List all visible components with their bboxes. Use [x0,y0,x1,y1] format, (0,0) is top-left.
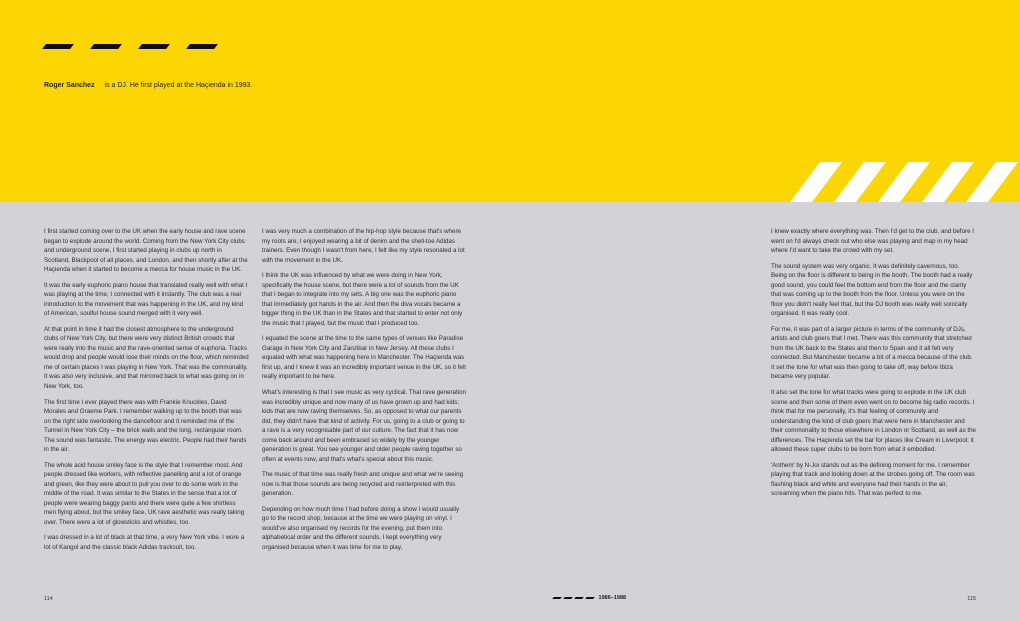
paragraph: It was the early euphoric piano house that translated really well with what I was playing at the time; I connected with it instantly. The club was a real introduction to the movement that was happening in the UK, and my kind of American, soulful house sound merged with it very well. [44,281,248,318]
hazard-stripe [834,162,886,202]
hazard-stripe [922,162,974,202]
dash-mark [42,44,74,49]
paragraph: I was very much a combination of the hip-hop style because that's where my roots are, I enjoyed wearing a bit of denim and the shell-toe Adidas trainers. Even though I wasn't from here, I felt like my style resonated a lot with the movement in the UK. [262,228,465,264]
paragraph: The music of that time was really fresh and unique and what we're seeing now is that those sounds are being recycled and reinterpreted with this generation. [262,471,464,498]
paragraph: Depending on how much time I had before doing a show I would usually go to the record shop, because at the time we were playing on vinyl. I would've also organised my records for the evening, put them into alphabetical order and the different sounds. I kept everything very organised because when it was time for me to play, [262,505,460,551]
text-column-2 [262,227,467,559]
dash-mark [138,44,170,49]
paragraph: The first time I ever played there was with Frankie Knuckles, David Morales and Graeme Park. I remember walking up to the booth that was on the right side overlooking the dancefloor and it reminded me of the Tunnel in New York City – the brick walls and the long, rectangular room. The sound was fantastic. The energy was electric. People had their hands in the air. [44,398,247,454]
paragraph: I think the UK was influenced by what we were doing in New York, specifically the house scene, but there were a lot of sounds from the UK that I began to integrate into my sets. A big one was the euphoric piano that immediately got hands in the air. And then the diva vocals became a bigger thing in the UK than in the States and that started to enter not only the music that I played, but the music that I produced too. [262,272,463,327]
contributor-byline [44,82,252,89]
hazard-stripe [878,162,930,202]
paragraph: For me, it was part of a larger picture in terms of the community of DJs, artists and club goers that I met. There was this community that stretched from the UK back to the States and then to Spain and it all felt very connected. But Manchester became a bit of a mecca because of the club. It set the tone for what was then going to take off, way before Ibiza became very popular. [771,325,973,381]
hazard-stripe [790,162,842,202]
text-column-1 [44,227,249,559]
paragraph: I first started coming over to the UK when the early house and rave scene began to explode around the world. Coming from the New York City clubs and underground scene, I first started playing in clubs up north in Scotland, Blackpool of all places, and London, and then shortly after at the Haçienda when it started to become a mecca for house music in the UK. [44,228,248,273]
page-number-right: 115 [967,596,976,602]
paragraph: What's interesting is that I see music as very cyclical. That rave generation was incredibly unique and now many of us have grown up and had kids; kids that are now raving themselves. So, as opposed to what our parents did, they didn't have that kind of activity. For us, going to a club or going to a rave is a very recognisable part of our culture. The fact that it has now come back around and been embraced so widely by the younger generation is great. You see younger and older people raving together so often at events now, and that's what's special about this music. [262,389,466,463]
paragraph: The whole acid house smiley face is the style that I remember most. And people dressed like workers, with reflective panelling and a lot of orange and green, like they were about to pull you over to do some work in the middle of the road. It was similar to the States in the sense that a lot of people were wearing baggy pants and there were quite a few shirtless men flying about, but the smiley face, UK rave aesthetic was really taking over. There were a lot of glowsticks and whistles, too. [44,461,245,526]
section-marker [553,595,626,601]
section-label: 1986–1988 [598,595,627,601]
contributor-name: Roger Sanchez [44,82,95,89]
mini-dash-icon [552,597,562,599]
mini-dash-icon [574,597,584,599]
paragraph: The sound system was very organic. It was definitely cavernous, too. Being on the floor is different to being in the booth. The booth had a really good sound, you could feel the bottom end from the floor and the clarity that was coming up to the booth from the floor. Unless you were on the floor you didn't really feel that, but the DJ booth was really well sonically organised. It was really cool. [771,262,973,318]
dash-mark [186,44,218,49]
contributor-description: is a DJ. He first played at the Haçienda in 1993. [104,82,253,89]
hazard-stripes [790,162,1020,202]
yellow-header-band [0,0,1020,202]
paragraph: I was dressed in a lot of black at that time, a very New York vibe. I wore a lot of Kangol and the classic black Adidas tracksuit, too. [44,534,245,551]
mini-dash-icon [585,597,595,599]
paragraph: I equated the scene at the time to the same types of venues like Paradise Garage in New York City and Zanzibar in New Jersey. All these clubs I equated with what was happening here in Manchester. The Haçienda was first up, and I knew it was an incredibly important venue in the UK, so it felt really important to be here. [262,335,466,381]
paragraph: I knew exactly where everything was. Then I'd get to the club, and before I went on I'd always check out who else was playing and map in my head where I'd want to take the crowd with my set. [771,228,974,254]
hazard-stripe [966,162,1018,202]
paragraph: 'Anthem' by N-Joi stands out as the defining moment for me. I remember playing that track and looking down at the strobes going off. The room was flashing black and white and everyone had their hands in the air, screaming when the piano hits. That was perfect to me. [771,461,975,498]
page-number-left: 114 [44,596,53,602]
paragraph: At that point in time it had the closest atmosphere to the underground clubs of New York City, but there were very distinct British crowds that were really into the music and the rave-oriented sense of euphoria. Tracks would drop and people would lose their minds on the floor, which reminded me of certain places I was playing in New York. That was the commonality. It was also very inclusive, and that mirrored back to what was going on in New York, too. [44,325,249,390]
paragraph: It also set the tone for what tracks were going to explode in the UK club scene and then some of them even went on to become big radio records. I think that for me personally, it's that feeling of community and understanding the kind of club goers that were here in Manchester and their commonality to those elsewhere in London or Scotland, as well as the differences. The Haçienda set the bar for places like Cream in Liverpool; it allowed these super clubs to be born from what it embodied. [771,389,976,454]
mini-dash-icon [563,597,573,599]
dash-mark [90,44,122,49]
text-column-3 [771,227,976,505]
